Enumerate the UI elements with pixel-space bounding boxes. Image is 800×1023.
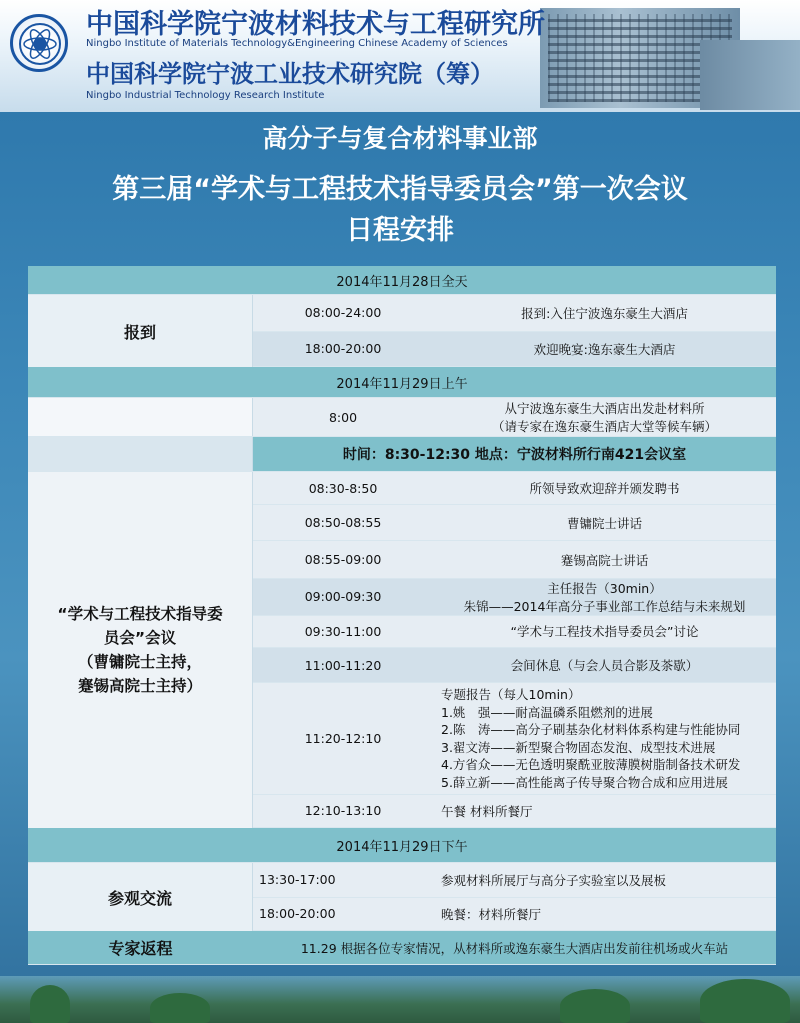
desc-cell: 蹇锡高院士讲话 [560, 552, 649, 568]
desc-cell: 曹镛院士讲话 [566, 515, 642, 531]
meeting-title: 第三届“学术与工程技术指导委员会”第一次会议 [112, 174, 688, 205]
section-label-line: （曹镛院士主持， [77, 653, 202, 671]
title-block [0, 120, 800, 250]
section-label: 报到 [28, 295, 253, 367]
desc-cell: 会间休息（与会人员合影及茶歇） [510, 658, 699, 674]
desc-cell: 报到:入住宁波逸东豪生大酒店 [521, 305, 688, 321]
schedule-table [28, 266, 776, 965]
meeting-section [28, 472, 776, 828]
date-band-day2pm [28, 828, 776, 863]
section-label-line: 员会”会议 [103, 629, 177, 647]
time-cell: 09:00-09:30 [304, 589, 382, 605]
table-row [253, 648, 776, 683]
time-cell: 18:00-20:00 [259, 906, 336, 922]
desc-cell: 晚餐：材料所餐厅 [441, 906, 542, 922]
date-band-day2am [28, 367, 776, 398]
time-cell: 11:20-12:10 [304, 731, 382, 747]
division-title: 高分子与复合材料事业部 [262, 124, 538, 153]
date-label: 2014年11月29日上午 [336, 376, 468, 392]
tree-icon [560, 989, 630, 1023]
desc-cell: 11.29 根据各位专家情况，从材料所或逸东豪生大酒店出发前往机场或火车站 [300, 940, 729, 956]
desc-cell: 参观材料所展厅与高分子实验室以及展板 [441, 872, 667, 888]
table-row [253, 472, 776, 505]
research-institute-name-en: Ningbo Industrial Technology Research Institute [86, 90, 325, 101]
table-row [253, 505, 776, 541]
table-row [253, 332, 776, 368]
schedule-title: 日程安排 [346, 215, 454, 246]
desc-cell [433, 579, 776, 615]
table-row [28, 398, 776, 437]
topic-line: 1.姚 强——耐高温磷系阻燃剂的进展 [441, 704, 653, 720]
desc-line: 朱锦——2014年高分子事业部工作总结与未来规划 [463, 598, 746, 614]
time-cell: 13:30-17:00 [259, 872, 336, 888]
header-banner [0, 0, 800, 112]
tree-icon [700, 979, 790, 1023]
table-row [253, 683, 776, 794]
topic-list [433, 683, 776, 793]
venue-band: 时间：8:30-12:30 地点：宁波材料所行南421会议室 [253, 437, 776, 471]
time-cell: 11:00-11:20 [304, 657, 382, 673]
time-cell: 08:55-09:00 [304, 552, 382, 568]
tree-icon [30, 985, 70, 1023]
section-label-empty [28, 398, 253, 436]
time-cell: 18:00-20:00 [304, 341, 382, 357]
desc-cell: 所领导致欢迎辞并颁发聘书 [529, 481, 680, 497]
scenery-footer [0, 976, 800, 1023]
desc-cell: 午餐 材料所餐厅 [441, 803, 533, 819]
time-cell: 08:30-8:50 [308, 480, 378, 496]
building-image-2 [700, 40, 800, 110]
table-row [253, 863, 776, 898]
table-row [253, 616, 776, 648]
time-cell: 09:30-11:00 [304, 623, 382, 639]
tree-icon [150, 993, 210, 1023]
section-label: 参观交流 [28, 863, 253, 931]
date-label: 2014年11月28日全天 [336, 274, 468, 290]
return-section [28, 931, 776, 965]
time-cell: 08:50-08:55 [304, 515, 382, 531]
desc-line: 主任报告（30min） [547, 580, 662, 596]
registration-section [28, 295, 776, 367]
time-cell: 08:00-24:00 [304, 305, 382, 321]
topic-line: 4.方省众——无色透明聚酰亚胺薄膜树脂制备技术研发 [441, 757, 741, 773]
institute-name-en: Ningbo Institute of Materials Technology&Engineering Chinese Academy of Sciences [86, 38, 508, 49]
research-institute-name-cn: 中国科学院宁波工业技术研究院（筹） [86, 59, 494, 88]
date-band-day1 [28, 266, 776, 295]
section-label-empty [28, 437, 253, 471]
topic-line: 5.薛立新——高性能离子传导聚合物合成和应用进展 [441, 774, 728, 790]
section-label-line: “学术与工程技术指导委 [57, 605, 223, 623]
meeting-section-label [28, 472, 253, 828]
table-row [253, 898, 776, 932]
desc-line: （请专家在逸东豪生酒店大堂等候车辆） [491, 419, 717, 434]
desc-cell: 欢迎晚宴:逸东豪生大酒店 [533, 341, 676, 357]
desc-cell [433, 398, 776, 436]
topic-line: 3.翟文涛——新型聚合物固态发泡、成型技术进展 [441, 739, 716, 755]
table-row [253, 295, 776, 332]
desc-cell: “学术与工程技术指导委员会”讨论 [510, 624, 699, 640]
cas-logo-icon [10, 14, 68, 72]
section-label: 专家返程 [108, 939, 173, 958]
table-row [253, 541, 776, 578]
table-row [253, 795, 776, 828]
time-cell: 8:00 [328, 409, 358, 425]
visit-section [28, 863, 776, 931]
venue-row [28, 437, 776, 472]
desc-line: 从宁波逸东豪生大酒店出发赴材料所 [504, 401, 705, 416]
topic-line: 2.陈 涛——高分子刷基杂化材料体系构建与性能协同 [441, 722, 741, 738]
topic-line: 专题报告（每人10min） [441, 687, 581, 703]
institute-name-cn: 中国科学院宁波材料技术与工程研究所 [86, 9, 545, 40]
time-cell: 12:10-13:10 [304, 803, 382, 819]
date-label: 2014年11月29日下午 [336, 839, 468, 855]
table-row [253, 579, 776, 616]
section-label-line: 蹇锡高院士主持） [77, 677, 202, 695]
